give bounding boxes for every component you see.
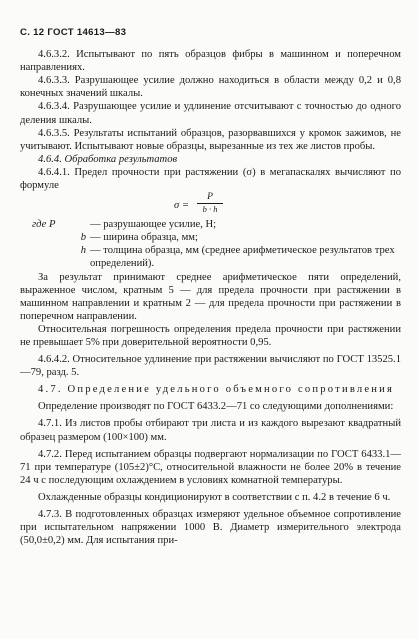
definition-symbol: h [80, 245, 86, 257]
definition-text: — ширина образца, мм; [90, 232, 198, 244]
definition-symbol: b [80, 232, 86, 244]
paragraph-4-7-2: 4.7.2. Перед испытанием образцы подвергают нормализации по ГОСТ 6433.1—71 при температуре (105±2)°С, относительной влажности не более 20% в течение 24 ч с последующим охлаждением в условиях комнатной температуры. [20, 448, 401, 486]
definition-row [32, 244, 401, 270]
definition-row [32, 231, 401, 244]
paragraph-4-7-intro: Определение производят по ГОСТ 6433.2—71 со следующими дополнениями: [38, 401, 394, 413]
tensile-strength-formula [20, 192, 401, 218]
formula-fraction [197, 192, 223, 214]
section-title-4-7: 4.7. Определение удельного объемного сопротивления [38, 384, 395, 396]
definition-symbol: где P [32, 219, 56, 231]
paragraph-average: За результат принимают среднее арифметическое пяти определений, выраженное числом, кратным 5 — для предела прочности при растяжении в машинном направлении и кратным 2 — для предела прочности при растяжении в поперечном направлении. [20, 271, 401, 322]
paragraph-4-7-1: 4.7.1. Из листов пробы отбирают три листа и из каждого вырезают квадратный образец размером (100×100) мм. [20, 418, 401, 443]
paragraph-error: Относительная погрешность определения предела прочности при растяжении не превышает 5% при доверительной вероятности 0,95. [20, 323, 401, 348]
formula-denominator: b · h [202, 204, 218, 215]
formula-lhs: σ = [174, 200, 190, 212]
paragraph-4-6-3-3: 4.6.3.3. Разрушающее усилие должно находиться в области между 0,2 и 0,8 конечных значений шкалы. [20, 75, 401, 100]
paragraph-4-6-4-1: 4.6.4.1. Предел прочности при растяжении (σ) в мегапаскалях вычисляют по формуле [20, 166, 401, 192]
paragraph-4-6-4-2: 4.6.4.2. Относительное удлинение при растяжении вычисляют по ГОСТ 13525.1—79, разд. 5. [20, 354, 401, 379]
formula-numerator: P [197, 192, 223, 204]
definition-text: — разрушающее усилие, Н; [90, 219, 217, 231]
document-page [20, 26, 401, 547]
paragraph-conditioning: Охлажденные образцы кондиционируют в соответствии с п. 4.2 в течение 6 ч. [38, 491, 391, 503]
formula-definitions [32, 218, 401, 270]
paragraph-4-6-3-2: 4.6.3.2. Испытывают по пять образцов фибры в машинном и поперечном направлениях. [20, 49, 401, 74]
page-header: С. 12 ГОСТ 14613—83 [20, 27, 127, 38]
section-title-4-6-4: 4.6.4. Обработка результатов [38, 153, 178, 165]
paragraph-4-6-3-4: 4.6.3.4. Разрушающее усилие и удлинение отсчитывают с точностью до одного деления шкалы. [20, 101, 401, 126]
paragraph-4-7-3: 4.7.3. В подготовленных образцах измеряют удельное объемное сопротивление при испытательном напряжении 1000 В. Диаметр измерительного электрода (50,0±0,2) мм. Для испытания при- [20, 509, 401, 547]
definition-row [32, 218, 401, 231]
paragraph-4-6-3-5: 4.6.3.5. Результаты испытаний образцов, разорвавшихся у кромок зажимов, не учитывают. Испытывают новые образцы, вырезанные из тех же листов пробы. [20, 127, 401, 152]
definition-text: — толщина образца, мм (среднее арифметическое результатов трех определений). [90, 245, 395, 270]
